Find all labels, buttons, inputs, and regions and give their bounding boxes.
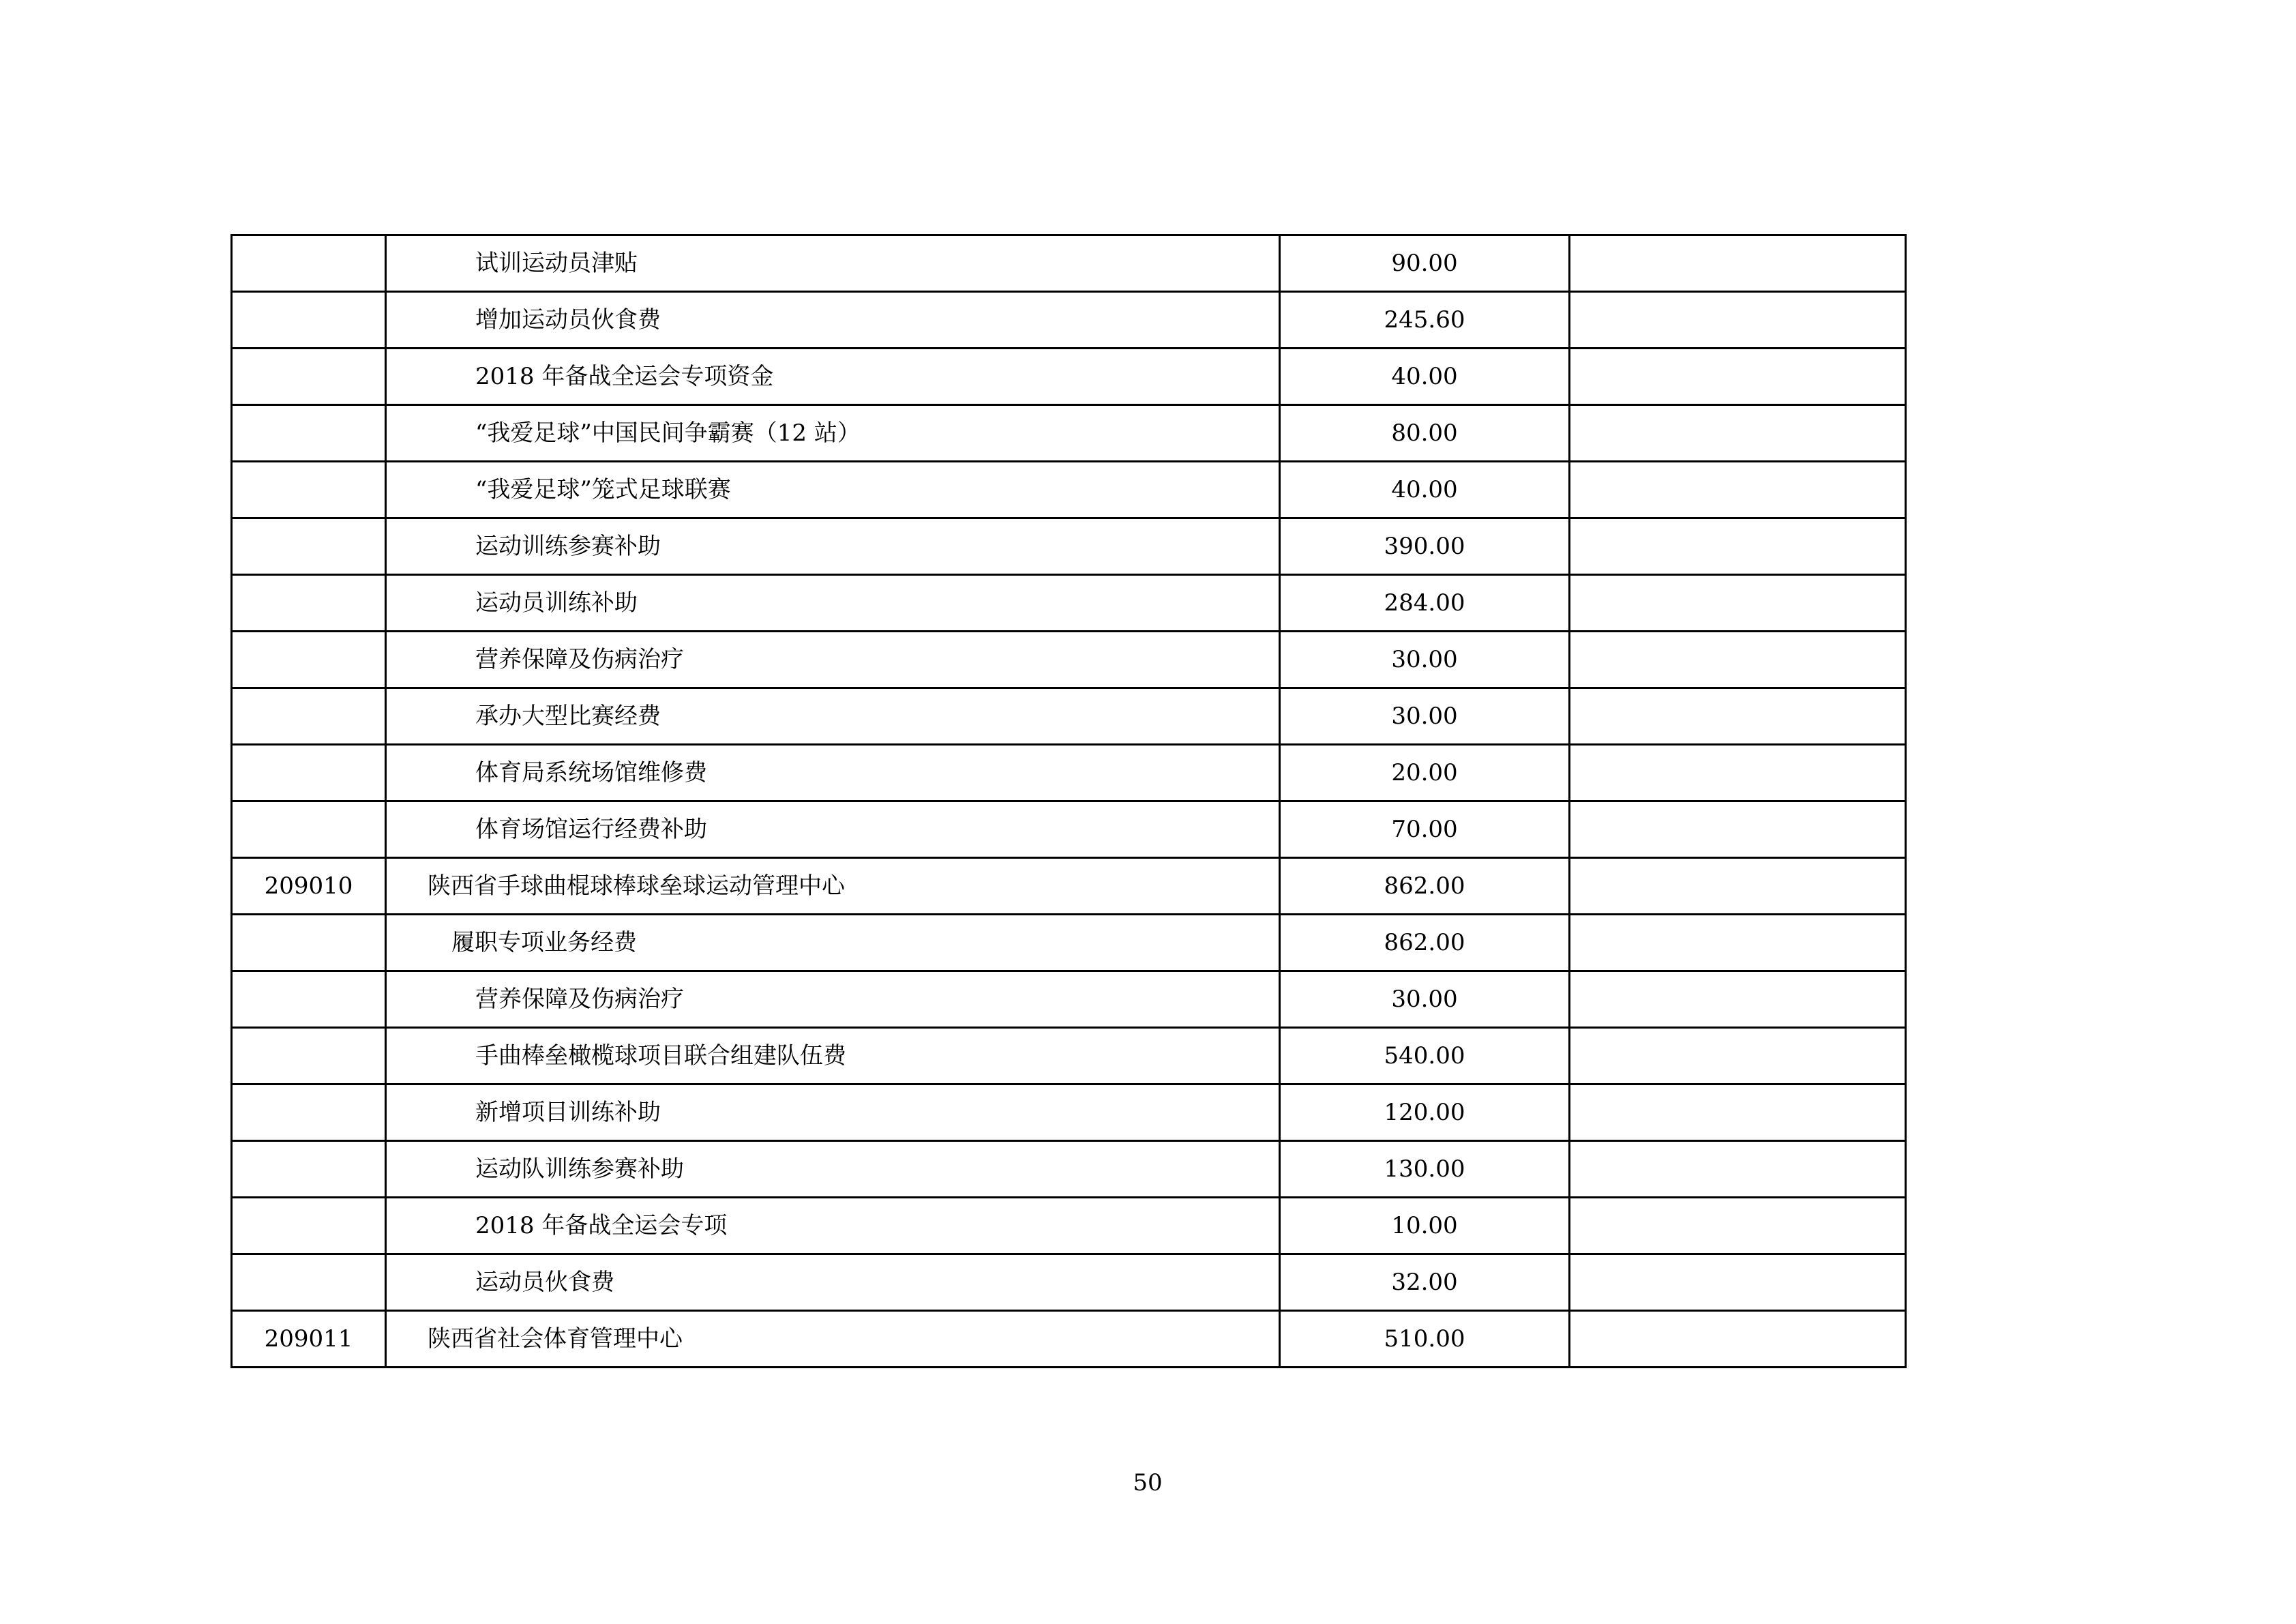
item-name-cell: 手曲棒垒橄榄球项目联合组建队伍费 (386, 1028, 1280, 1084)
item-note-cell (1570, 1084, 1906, 1141)
item-note-cell (1570, 632, 1906, 688)
item-name-cell: 试训运动员津贴 (386, 235, 1280, 292)
item-name-cell: 营养保障及伤病治疗 (386, 971, 1280, 1028)
item-note-cell (1570, 405, 1906, 462)
item-name-cell: 陕西省手球曲棍球棒球垒球运动管理中心 (386, 858, 1280, 915)
item-amount-cell: 40.00 (1280, 349, 1570, 405)
item-note-cell (1570, 801, 1906, 858)
item-code-cell (232, 971, 386, 1028)
item-note-cell (1570, 1028, 1906, 1084)
item-amount-cell: 70.00 (1280, 801, 1570, 858)
item-code-cell (232, 462, 386, 518)
item-code-cell (232, 632, 386, 688)
item-code-cell (232, 1028, 386, 1084)
item-note-cell (1570, 858, 1906, 915)
table-row (232, 915, 1906, 971)
table-row (232, 632, 1906, 688)
table-row (232, 575, 1906, 632)
item-amount-cell: 284.00 (1280, 575, 1570, 632)
item-note-cell (1570, 1198, 1906, 1254)
item-name-cell: 陕西省社会体育管理中心 (386, 1311, 1280, 1368)
item-amount-cell: 32.00 (1280, 1254, 1570, 1311)
item-name-cell: 运动员伙食费 (386, 1254, 1280, 1311)
table-row (232, 858, 1906, 915)
table-row (232, 1084, 1906, 1141)
item-name-cell: 运动队训练参赛补助 (386, 1141, 1280, 1198)
item-amount-cell: 120.00 (1280, 1084, 1570, 1141)
item-note-cell (1570, 745, 1906, 801)
table-row (232, 745, 1906, 801)
table-row (232, 1198, 1906, 1254)
item-code-cell (232, 745, 386, 801)
item-amount-cell: 30.00 (1280, 632, 1570, 688)
item-note-cell (1570, 349, 1906, 405)
item-note-cell (1570, 1311, 1906, 1368)
item-code-cell (232, 1198, 386, 1254)
item-name-cell: 营养保障及伤病治疗 (386, 632, 1280, 688)
table-row (232, 518, 1906, 575)
item-note-cell (1570, 575, 1906, 632)
item-name-cell: 运动员训练补助 (386, 575, 1280, 632)
item-code-cell (232, 518, 386, 575)
table-row (232, 292, 1906, 349)
item-note-cell (1570, 915, 1906, 971)
item-code-cell (232, 801, 386, 858)
item-note-cell (1570, 235, 1906, 292)
item-note-cell (1570, 1141, 1906, 1198)
item-code-cell (232, 235, 386, 292)
item-name-cell: 增加运动员伙食费 (386, 292, 1280, 349)
table-row (232, 1311, 1906, 1368)
item-code-cell (232, 1254, 386, 1311)
item-amount-cell: 90.00 (1280, 235, 1570, 292)
item-code-cell (232, 1141, 386, 1198)
budget-table-body (232, 235, 1906, 1368)
item-name-cell: 新增项目训练补助 (386, 1084, 1280, 1141)
item-name-cell: 运动训练参赛补助 (386, 518, 1280, 575)
item-name-cell: 体育局系统场馆维修费 (386, 745, 1280, 801)
item-code-cell (232, 292, 386, 349)
item-amount-cell: 390.00 (1280, 518, 1570, 575)
item-amount-cell: 80.00 (1280, 405, 1570, 462)
item-name-cell: “我爱足球”中国民间争霸赛（12 站） (386, 405, 1280, 462)
table-row (232, 235, 1906, 292)
item-note-cell (1570, 292, 1906, 349)
item-note-cell (1570, 1254, 1906, 1311)
item-code-cell (232, 575, 386, 632)
item-amount-cell: 30.00 (1280, 688, 1570, 745)
item-amount-cell: 540.00 (1280, 1028, 1570, 1084)
item-name-cell: 承办大型比赛经费 (386, 688, 1280, 745)
item-note-cell (1570, 462, 1906, 518)
item-amount-cell: 130.00 (1280, 1141, 1570, 1198)
budget-table (230, 234, 1907, 1368)
item-name-cell: 2018 年备战全运会专项 (386, 1198, 1280, 1254)
item-note-cell (1570, 971, 1906, 1028)
item-amount-cell: 30.00 (1280, 971, 1570, 1028)
item-name-cell: 体育场馆运行经费补助 (386, 801, 1280, 858)
item-code-cell: 209011 (232, 1311, 386, 1368)
item-note-cell (1570, 688, 1906, 745)
item-amount-cell: 10.00 (1280, 1198, 1570, 1254)
table-row (232, 349, 1906, 405)
item-amount-cell: 40.00 (1280, 462, 1570, 518)
item-code-cell (232, 915, 386, 971)
item-amount-cell: 20.00 (1280, 745, 1570, 801)
table-row (232, 1254, 1906, 1311)
item-amount-cell: 862.00 (1280, 858, 1570, 915)
item-name-cell: 履职专项业务经费 (386, 915, 1280, 971)
table-row (232, 801, 1906, 858)
item-note-cell (1570, 518, 1906, 575)
table-row (232, 971, 1906, 1028)
item-name-cell: “我爱足球”笼式足球联赛 (386, 462, 1280, 518)
item-code-cell (232, 1084, 386, 1141)
item-amount-cell: 510.00 (1280, 1311, 1570, 1368)
table-row (232, 405, 1906, 462)
table-row (232, 1141, 1906, 1198)
item-code-cell: 209010 (232, 858, 386, 915)
item-code-cell (232, 688, 386, 745)
item-name-cell: 2018 年备战全运会专项资金 (386, 349, 1280, 405)
item-amount-cell: 862.00 (1280, 915, 1570, 971)
item-code-cell (232, 349, 386, 405)
table-row (232, 462, 1906, 518)
item-code-cell (232, 405, 386, 462)
item-amount-cell: 245.60 (1280, 292, 1570, 349)
table-row (232, 1028, 1906, 1084)
table-row (232, 688, 1906, 745)
page-number: 50 (1133, 1469, 1163, 1496)
